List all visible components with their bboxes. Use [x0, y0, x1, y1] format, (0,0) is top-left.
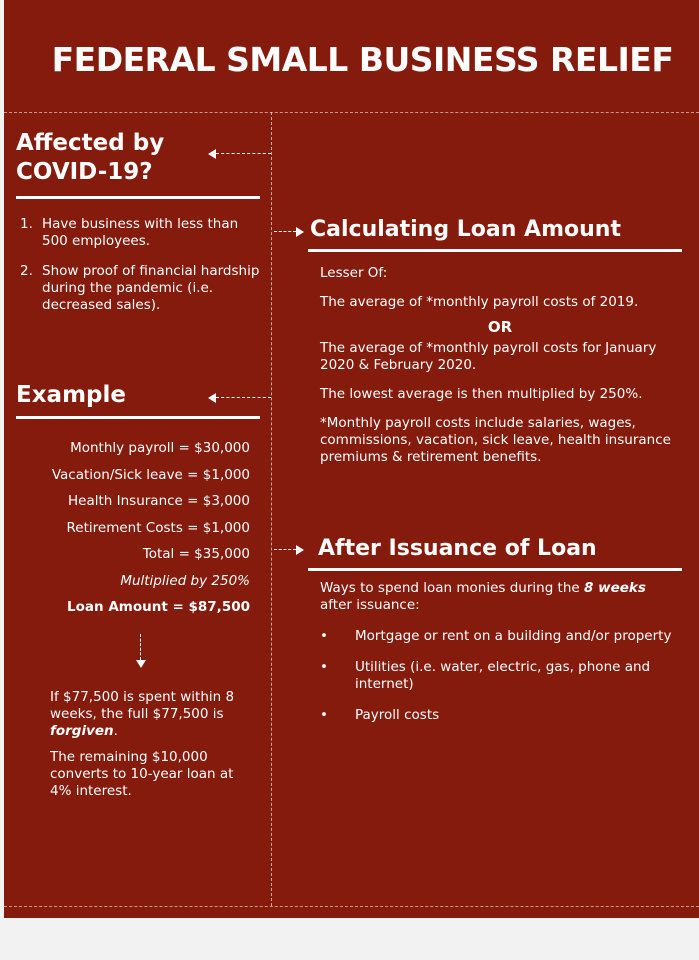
column-divider [271, 112, 272, 906]
bullet-icon: • [320, 628, 328, 644]
spending-list [320, 628, 680, 724]
forgiveness-text: If $77,500 is spent within 8 weeks, the full $77,500 is [50, 689, 235, 722]
top-divider [4, 112, 699, 113]
affected-heading-line2: COVID-19? [16, 159, 153, 185]
list-item [320, 628, 680, 645]
arrow-right-icon [274, 545, 304, 555]
example-breakdown [16, 440, 250, 626]
arrow-left-icon [208, 149, 271, 159]
option-2020: The average of *monthly payroll costs for January 2020 & February 2020. [320, 340, 657, 373]
example-row: Retirement Costs = $1,000 [66, 519, 250, 536]
forgiveness-period: . [113, 723, 118, 739]
option-2019: The average of *monthly payroll costs of 2019. [320, 294, 639, 310]
arrow-down-icon [136, 634, 146, 668]
forgiven-word: forgiven [50, 723, 114, 739]
item-text: Utilities (i.e. water, electric, gas, phone and internet) [355, 659, 651, 692]
bullet-icon: • [320, 659, 328, 675]
after-body [320, 580, 680, 738]
multiplier-note: The lowest average is then multiplied by 250%. [320, 386, 643, 402]
bullet-icon: • [320, 707, 328, 723]
item-text: Mortgage or rent on a building and/or property [355, 628, 672, 644]
affected-heading [16, 129, 164, 187]
list-item [320, 707, 680, 724]
multiplier-label: Multiplied by 250% [120, 572, 250, 589]
example-total: Total = $35,000 [142, 546, 250, 562]
page-margin [0, 918, 699, 960]
item-text: Have business with less than 500 employees. [42, 216, 239, 249]
loan-outcome [50, 689, 250, 809]
calculating-heading: Calculating Loan Amount [310, 217, 621, 242]
item-number: 2. [20, 263, 33, 279]
example-row: Vacation/Sick leave = $1,000 [51, 466, 250, 483]
example-underline [16, 416, 260, 419]
item-text: Payroll costs [355, 707, 440, 723]
after-intro [320, 580, 680, 614]
eight-weeks: 8 weeks [584, 580, 646, 596]
or-label: OR [487, 318, 513, 336]
calculating-body [320, 265, 680, 478]
requirements-list [16, 216, 261, 327]
after-underline [308, 568, 682, 571]
after-heading: After Issuance of Loan [318, 536, 597, 561]
example-row: Monthly payroll = $30,000 [70, 440, 250, 456]
list-item [16, 263, 261, 314]
lesser-of: Lesser Of: [320, 265, 388, 281]
list-item [320, 659, 680, 693]
forgiveness-note [50, 689, 250, 740]
after-intro-text: Ways to spend loan monies during the [320, 580, 585, 596]
example-heading: Example [16, 382, 126, 408]
calculating-underline [308, 249, 682, 252]
item-text: Show proof of financial hardship during the pandemic (i.e. decreased sales). [42, 263, 260, 313]
payroll-footnote: *Monthly payroll costs include salaries, wages, commissions, vacation, sick leave, health insurance premiums & retirement benefits. [320, 415, 671, 465]
arrow-left-icon [208, 393, 271, 403]
example-row: Health Insurance = $3,000 [68, 493, 250, 509]
after-intro-tail: after issuance: [320, 597, 420, 613]
list-item [16, 216, 261, 250]
page-title: FEDERAL SMALL BUSINESS RELIEF [51, 40, 674, 79]
loan-amount: Loan Amount = $87,500 [67, 599, 250, 615]
remaining-note: The remaining $10,000 converts to 10-year loan at 4% interest. [50, 749, 234, 799]
bottom-divider [4, 906, 699, 907]
affected-heading-line1: Affected by [16, 130, 165, 156]
infographic-poster [4, 0, 699, 918]
item-number: 1. [20, 216, 33, 232]
arrow-right-icon [274, 227, 304, 237]
affected-underline [16, 196, 260, 199]
